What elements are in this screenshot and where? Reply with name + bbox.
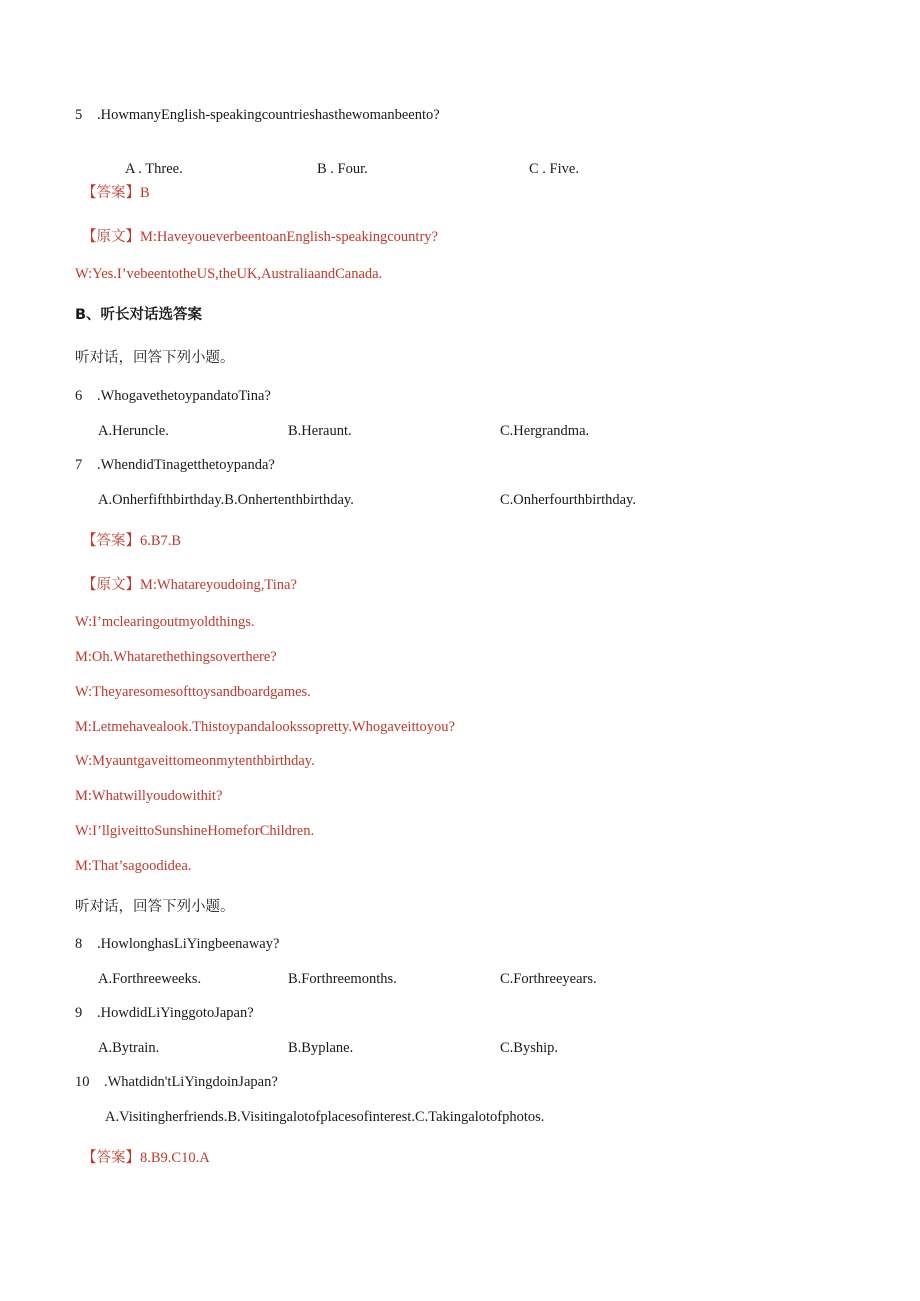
question-text: .HowdidLiYinggotoJapan?: [97, 1005, 254, 1021]
q7-option-ab: A.Onherfifthbirthday.B.Onhertenthbirthday.: [98, 492, 354, 508]
q9-option-b: B.Byplane.: [288, 1040, 354, 1056]
q8-option-b: B.Forthreemonths.: [288, 971, 397, 987]
question-5: [75, 105, 440, 125]
source-text: M:Whatareyoudoing,Tina?: [140, 577, 297, 593]
question-9: [75, 1003, 254, 1023]
section-b-heading: B、听长对话选答案: [75, 307, 203, 323]
q6-option-a: A.Heruncle.: [98, 423, 169, 439]
answer-value: 6.B7.B: [140, 533, 182, 549]
q10-options: A.Visitingherfriends.B.Visitingalotofplacesofinterest.C.Takingalotofphotos.: [105, 1109, 545, 1125]
source-line: M:Letmehavealook.Thistoypandalookssopretty.Whogaveittoyou?: [75, 719, 455, 735]
source-line: W:Myauntgaveittomeonmytenthbirthday.: [75, 753, 315, 769]
q5-answer: [82, 183, 150, 203]
answer-6-7: [82, 531, 181, 551]
question-8: [75, 934, 279, 954]
question-10: [75, 1072, 278, 1092]
source-line: M:Oh.Whatarethethingsoverthere?: [75, 649, 277, 665]
q9-option-a: A.Bytrain.: [98, 1040, 160, 1056]
instruction-2: 听对话，回答下列小题。: [75, 899, 235, 915]
source-6-7-first: [82, 575, 297, 595]
source-line: M:Whatwillyoudowithit?: [75, 788, 223, 804]
source-line: W:I’llgiveittoSunshineHomeforChildren.: [75, 823, 315, 839]
q6-option-c: C.Hergrandma.: [500, 423, 590, 439]
q9-option-c: C.Byship.: [500, 1040, 559, 1056]
question-number: 10: [75, 1074, 90, 1090]
question-text: .HowmanyEnglish-speakingcountrieshasthewomanbeento?: [97, 107, 440, 123]
question-text: .Whatdidn'tLiYingdoinJapan?: [104, 1074, 278, 1090]
answer-tag: 【答案】: [82, 533, 140, 549]
question-text: .HowlonghasLiYingbeenaway?: [97, 936, 280, 952]
source-tag: 【原文】: [82, 577, 140, 593]
question-number: 6: [75, 388, 83, 404]
source-tag: 【原文】: [82, 229, 140, 245]
question-text: .WhendidTinagetthetoypanda?: [97, 457, 275, 473]
q6-option-b: B.Heraunt.: [288, 423, 352, 439]
question-number: 7: [75, 457, 83, 473]
question-6: [75, 386, 271, 406]
answer-tag: 【答案】: [82, 185, 140, 201]
answer-8-10: [82, 1148, 210, 1168]
answer-value: B: [140, 185, 150, 201]
q8-option-a: A.Forthreeweeks.: [98, 971, 202, 987]
q5-source-line-2: W:Yes.I’vebeentotheUS,theUK,AustraliaandCanada.: [75, 266, 383, 282]
instruction-1: 听对话，回答下列小题。: [75, 350, 235, 366]
question-number: 9: [75, 1005, 83, 1021]
q5-source-line-1: [82, 227, 438, 247]
question-text: .WhogavethetoypandatoTina?: [97, 388, 271, 404]
q8-option-c: C.Forthreeyears.: [500, 971, 597, 987]
question-number: 5: [75, 107, 83, 123]
answer-tag: 【答案】: [82, 1150, 140, 1166]
source-line: W:I’mclearingoutmyoldthings.: [75, 614, 255, 630]
q5-option-b: B . Four.: [317, 161, 368, 177]
q7-option-c: C.Onherfourthbirthday.: [500, 492, 636, 508]
question-7: [75, 455, 275, 475]
source-line: W:Theyaresomesofttoysandboardgames.: [75, 684, 311, 700]
question-number: 8: [75, 936, 83, 952]
q5-option-a: A . Three.: [125, 161, 183, 177]
source-line: M:That’sagoodidea.: [75, 858, 192, 874]
q5-option-c: C . Five.: [529, 161, 579, 177]
source-text: M:HaveyoueverbeentoanEnglish-speakingcountry?: [140, 229, 438, 245]
answer-value: 8.B9.C10.A: [140, 1150, 210, 1166]
